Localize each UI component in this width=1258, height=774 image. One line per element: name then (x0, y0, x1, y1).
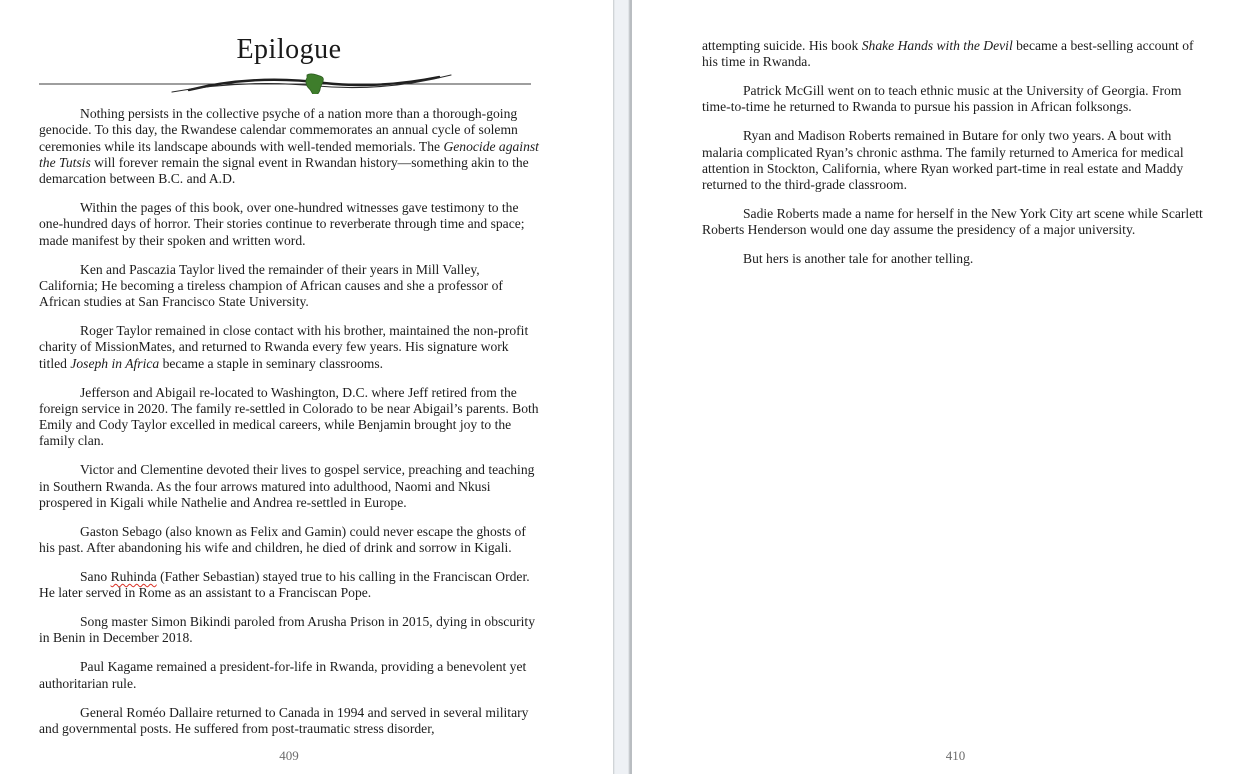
paragraph (39, 262, 539, 311)
italic-title-text: Joseph in Africa (70, 355, 160, 371)
text-run: Roger Taylor remained in close contact with his brother, maintained the non-profit charity of MissionMates, and returned to Rwanda every few years. His signature work titled (39, 323, 529, 371)
page-right-content (702, 38, 1209, 280)
text-run: Gaston Sebago (also known as Felix and Gamin) could never escape the ghosts of his past. After abandoning his wife and children, he died of drink and sorrow in Kigali. (39, 523, 526, 556)
text-run: Nothing persists in the collective psyche of a nation more than a thorough-going genocide. To this day, the Rwandese calendar commemorates an annual cycle of solemn ceremonies while its landscape abounds with well-tended memorials. The (39, 106, 518, 154)
paragraph (39, 524, 539, 557)
paragraph (39, 614, 539, 647)
paragraph (702, 38, 1209, 71)
text-run: (Father Sebastian) stayed true to his calling in the Franciscan Order. He later served in Rome as an assistant to a Franciscan Pope. (39, 568, 530, 601)
text-run: Patrick McGill went on to teach ethnic music at the University of Georgia. From time-to-time he returned to Rwanda to pursue his passion in African folksongs. (702, 83, 1182, 115)
paragraph (39, 462, 539, 511)
chapter-divider-flourish (39, 70, 531, 94)
chapter-divider (39, 70, 539, 94)
text-run: will forever remain the signal event in Rwandan history—something akin to the demarcation between B.C. and A.D. (39, 154, 529, 187)
paragraph (39, 705, 539, 738)
text-run: became a best-selling account of his time in Rwanda. (702, 38, 1194, 70)
text-run: Victor and Clementine devoted their lives to gospel service, preaching and teaching in Southern Rwanda. As the four arrows matured into adulthood, Naomi and Nkusi prospered in Kigali while Nathelie and Andrea re-settled in Europe. (39, 462, 535, 510)
misspelled-word: Ruhinda (110, 568, 157, 584)
text-run: Within the pages of this book, over one-hundred witnesses gave testimony to the one-hundred days of horror. Their stories continue to reverberate through time and space; made manifest by their spoken and written word. (39, 200, 525, 248)
page-left-content (39, 34, 539, 750)
text-run: Sadie Roberts made a name for herself in the New York City art scene while Scarlett Roberts Henderson would one day assume the presidency of a major university. (702, 206, 1203, 238)
text-run: But hers is another tale for another telling. (743, 251, 974, 267)
paragraph (39, 385, 539, 450)
text-run: General Roméo Dallaire returned to Canada in 1994 and served in several military and governmental posts. He suffered from post-traumatic stress disorder, (39, 704, 529, 736)
text-run: Jefferson and Abigail re-located to Washington, D.C. where Jeff retired from the foreign service in 2020. The family re-settled in Colorado to be near Abigail’s parents. Both Emily and Cody Taylor excelled in medical careers, while Benjamin brought joy to the family clan. (39, 384, 539, 449)
chapter-title: Epilogue (236, 34, 342, 65)
paragraph (39, 323, 539, 372)
page-gutter (613, 0, 632, 774)
paragraph (702, 251, 1209, 267)
page-left-text[interactable] (39, 106, 539, 737)
paragraph (39, 659, 539, 692)
paragraph (39, 200, 539, 249)
text-run: became a staple in seminary classrooms. (159, 355, 384, 371)
paragraph (39, 569, 539, 602)
africa-leaf-icon (306, 74, 324, 94)
text-run: Paul Kagame remained a president-for-life in Rwanda, providing a benevolent yet authoritarian rule. (39, 659, 527, 691)
page-number-right: 410 (945, 748, 966, 763)
page-number-left: 409 (279, 748, 299, 763)
italic-title-text: Shake Hands with the Devil (861, 38, 1013, 53)
paragraph (702, 128, 1209, 193)
paragraph (702, 83, 1209, 116)
text-run: Ken and Pascazia Taylor lived the remainder of their years in Mill Valley, California; He becoming a tireless champion of African causes and she a professor of African studies at San Francisco State University. (39, 261, 503, 310)
page-right (632, 0, 1258, 774)
text-run: Sano (80, 568, 111, 584)
text-run: attempting suicide. His book (702, 38, 862, 53)
page-left (0, 0, 613, 774)
paragraph (702, 206, 1209, 239)
text-run: Ryan and Madison Roberts remained in Butare for only two years. A bout with malaria complicated Ryan’s chronic asthma. The family returned to America for medical attention in Stockton, California, where Ryan worked part-time in real estate and Maddy returned to the third-grade classroom. (702, 128, 1184, 193)
page-right-text[interactable] (702, 38, 1209, 268)
italic-title-text: Genocide against the Tutsis (39, 138, 539, 170)
text-run: Song master Simon Bikindi paroled from Arusha Prison in 2015, dying in obscurity in Benin in December 2018. (39, 614, 535, 646)
paragraph (39, 106, 539, 187)
